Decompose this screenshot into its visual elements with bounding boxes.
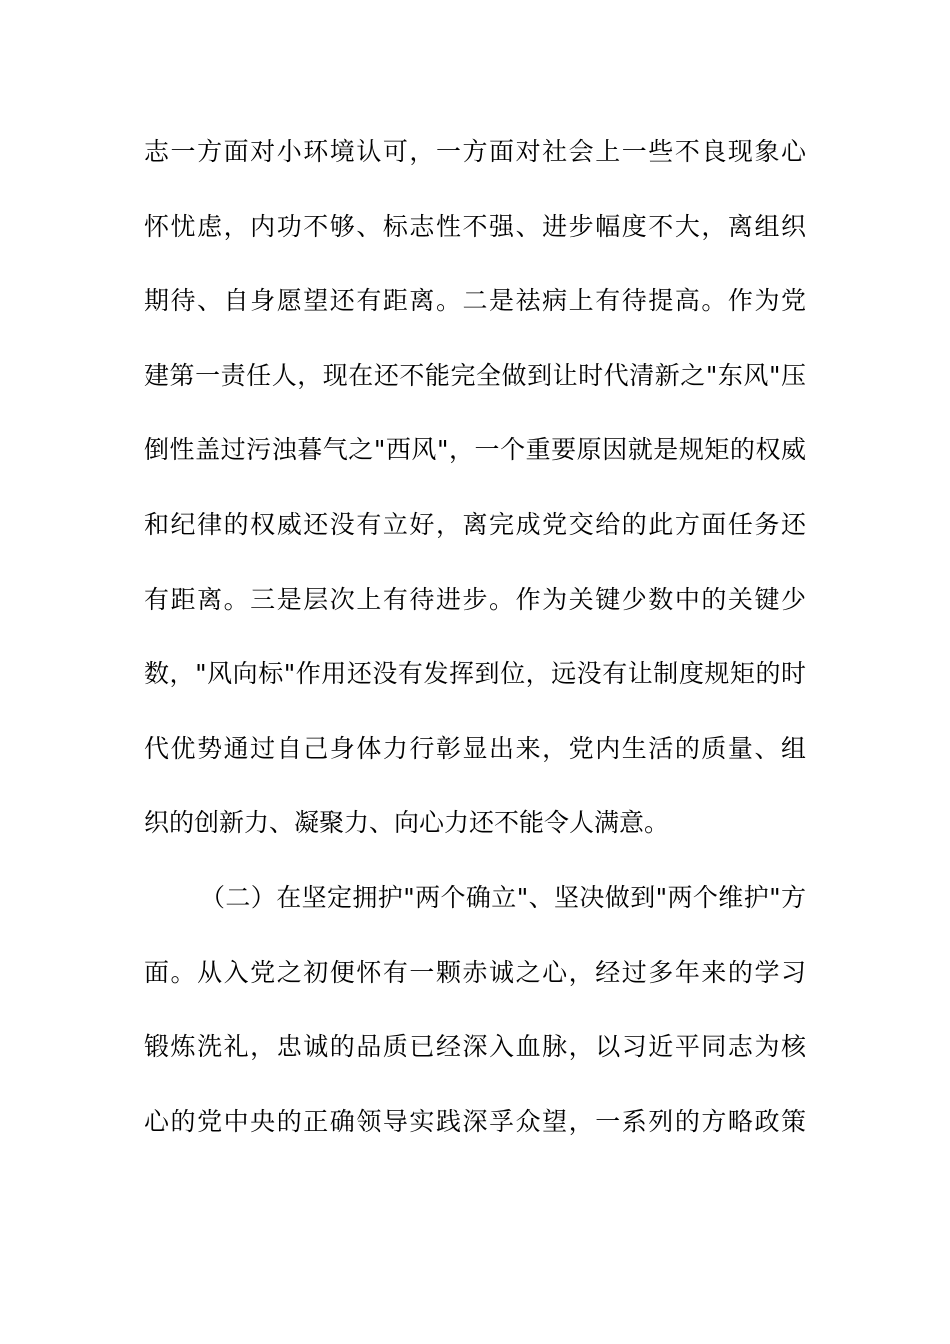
text-line: 代优势通过自己身体力行彰显出来，党内生活的质量、组 bbox=[144, 733, 806, 763]
text-line: 和纪律的权威还没有立好，离完成党交给的此方面任务还 bbox=[144, 509, 806, 539]
section-heading-line: （二）在坚定拥护"两个确立"、坚决做到"两个维护"方 bbox=[200, 882, 806, 912]
text-line: 期待、自身愿望还有距离。二是祛病上有待提高。作为党 bbox=[144, 286, 806, 316]
text-line-paragraph-end: 织的创新力、凝聚力、向心力还不能令人满意。 bbox=[144, 808, 670, 838]
text-line: 面。从入党之初便怀有一颗赤诚之心，经过多年来的学习 bbox=[144, 957, 806, 987]
text-line: 怀忧虑，内功不够、标志性不强、进步幅度不大，离组织 bbox=[144, 211, 806, 241]
body-text bbox=[144, 127, 806, 1171]
text-line: 心的党中央的正确领导实践深孚众望，一系列的方略政策 bbox=[144, 1106, 806, 1136]
text-line: 数，"风向标"作用还没有发挥到位，远没有让制度规矩的时 bbox=[144, 659, 806, 689]
text-line: 有距离。三是层次上有待进步。作为关键少数中的关键少 bbox=[144, 584, 806, 614]
text-line: 锻炼洗礼，忠诚的品质已经深入血脉，以习近平同志为核 bbox=[144, 1032, 806, 1062]
text-line: 建第一责任人，现在还不能完全做到让时代清新之"东风"压 bbox=[144, 360, 806, 390]
text-line: 志一方面对小环境认可，一方面对社会上一些不良现象心 bbox=[144, 137, 806, 166]
text-line: 倒性盖过污浊暮气之"西风"，一个重要原因就是规矩的权威 bbox=[144, 435, 806, 465]
